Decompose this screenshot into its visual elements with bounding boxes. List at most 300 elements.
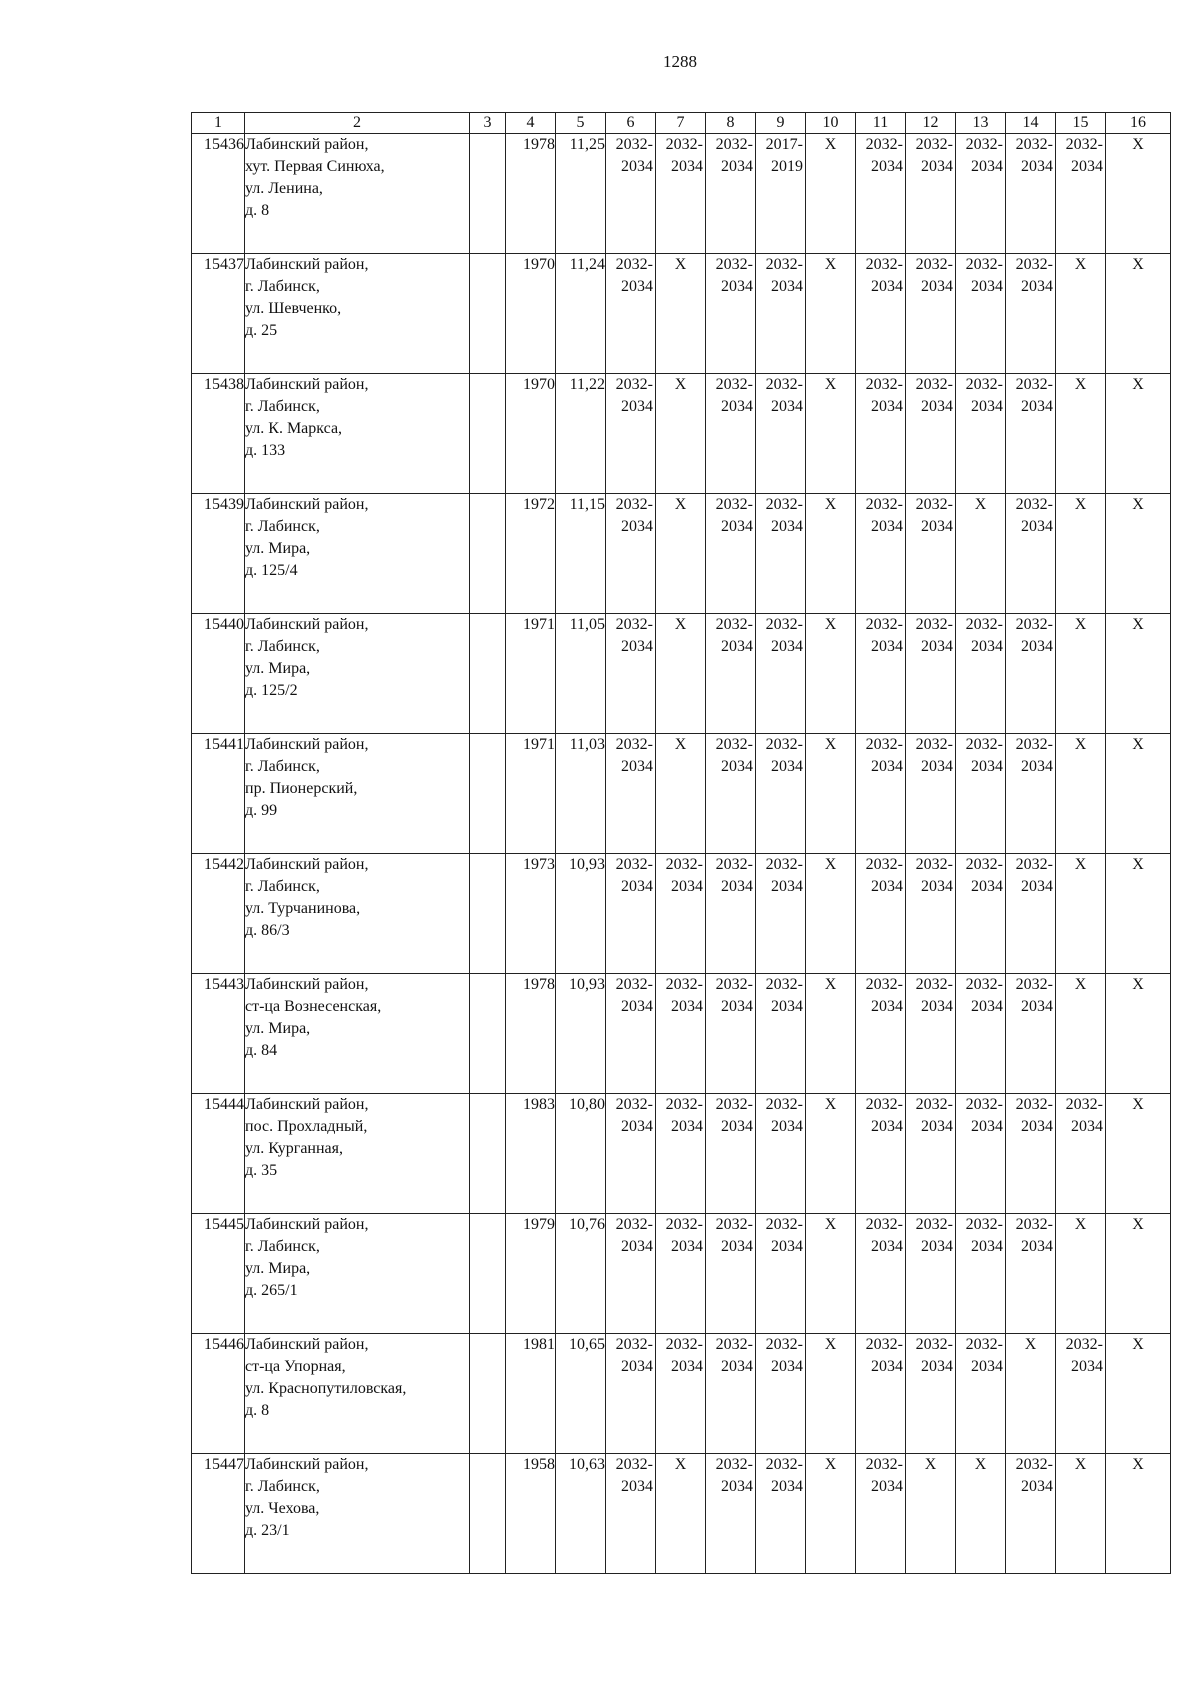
value-text: 2032- xyxy=(715,1216,753,1233)
value-cell xyxy=(606,734,656,854)
value-text: 2034 xyxy=(871,158,903,175)
value-text: 2032- xyxy=(1015,256,1053,273)
address-line: г. Лабинск, xyxy=(245,518,320,535)
value-text: 2032- xyxy=(665,1216,703,1233)
address-line: ст-ца Вознесенская, xyxy=(245,998,382,1015)
value-text: 2032- xyxy=(715,736,753,753)
value-text: Х xyxy=(924,1456,937,1473)
value-text: Х xyxy=(824,1336,837,1353)
value-text: 2034 xyxy=(671,878,703,895)
value-cell xyxy=(1106,614,1171,734)
value-text: 2034 xyxy=(771,1118,803,1135)
value-cell xyxy=(1056,254,1106,374)
value-cell xyxy=(656,1334,706,1454)
value-cell xyxy=(606,854,656,974)
value-text: 2034 xyxy=(921,638,953,655)
value-text: 2034 xyxy=(1021,1118,1053,1135)
value-cell xyxy=(706,974,756,1094)
value-text: 2034 xyxy=(871,758,903,775)
value-text: 2032- xyxy=(665,976,703,993)
table-row xyxy=(192,614,1171,734)
address-line: д. 25 xyxy=(245,322,278,339)
column-header: 16 xyxy=(1106,113,1171,134)
value-text: 2032- xyxy=(865,1336,903,1353)
value-text: 2032- xyxy=(915,376,953,393)
value-text: 2034 xyxy=(621,1238,653,1255)
value-cell xyxy=(656,494,706,614)
value-text: 2034 xyxy=(971,398,1003,415)
year-cell: 1958 xyxy=(506,1454,556,1574)
value-cell xyxy=(956,1214,1006,1334)
value-text: Х xyxy=(1074,496,1087,513)
value-text: 2032- xyxy=(965,616,1003,633)
value-text: 2034 xyxy=(971,278,1003,295)
value-text: 2034 xyxy=(1021,158,1053,175)
value-text: 2032- xyxy=(615,1456,653,1473)
value-text: 2032- xyxy=(665,856,703,873)
value-text: 2034 xyxy=(771,1238,803,1255)
value-text: 2032- xyxy=(765,616,803,633)
year-cell: 1983 xyxy=(506,1094,556,1214)
value-text: 2032- xyxy=(765,736,803,753)
value-cell xyxy=(1106,1454,1171,1574)
value-text: Х xyxy=(1074,856,1087,873)
value-text: 2034 xyxy=(721,1118,753,1135)
value-cell xyxy=(706,614,756,734)
value-text: 2032- xyxy=(615,976,653,993)
address-line: Лабинский район, xyxy=(245,136,369,153)
value-text: 2034 xyxy=(771,878,803,895)
value-text: 2034 xyxy=(921,158,953,175)
value-text: 2034 xyxy=(771,1478,803,1495)
value-text: Х xyxy=(1074,1456,1087,1473)
column-3-cell xyxy=(470,1334,506,1454)
value-cell xyxy=(1106,494,1171,614)
value-text: Х xyxy=(1074,376,1087,393)
value-cell xyxy=(806,854,856,974)
value-cell xyxy=(606,134,656,254)
address-line: Лабинский район, xyxy=(245,1216,369,1233)
value-cell xyxy=(706,254,756,374)
value-text: Х xyxy=(824,256,837,273)
column-header: 7 xyxy=(656,113,706,134)
value-text: 2034 xyxy=(721,1238,753,1255)
value-cell xyxy=(656,134,706,254)
value-text: 2032- xyxy=(915,616,953,633)
value-text: 2034 xyxy=(771,758,803,775)
value-text: Х xyxy=(1132,496,1144,513)
value-cell xyxy=(1106,1094,1171,1214)
value-cell xyxy=(1056,494,1106,614)
value-text: 2019 xyxy=(771,158,803,175)
address-cell xyxy=(245,734,470,854)
value-cell xyxy=(1056,1214,1106,1334)
value-text: 2032- xyxy=(765,376,803,393)
value-text: 2032- xyxy=(865,856,903,873)
value-cell xyxy=(1106,254,1171,374)
address-line: д. 86/3 xyxy=(245,922,290,939)
value-text: 2032- xyxy=(915,736,953,753)
value-text: 2032- xyxy=(1015,856,1053,873)
value-text: 2034 xyxy=(871,1238,903,1255)
value-text: 2032- xyxy=(615,376,653,393)
value-cell xyxy=(856,734,906,854)
value-text: 2032- xyxy=(715,136,753,153)
value-text: 2032- xyxy=(715,1456,753,1473)
row-number: 15441 xyxy=(192,734,245,854)
value-text: Х xyxy=(1132,136,1144,153)
row-number: 15439 xyxy=(192,494,245,614)
value-text: 2034 xyxy=(621,1358,653,1375)
column-3-cell xyxy=(470,1454,506,1574)
value-cell xyxy=(1056,614,1106,734)
value-cell xyxy=(956,1094,1006,1214)
value-text: 2032- xyxy=(965,376,1003,393)
value-text: Х xyxy=(824,1096,837,1113)
value-text: Х xyxy=(824,1456,837,1473)
value-text: 2034 xyxy=(721,1478,753,1495)
value-cell xyxy=(806,494,856,614)
value-cell xyxy=(1056,974,1106,1094)
value-text: 2032- xyxy=(1015,376,1053,393)
value-cell xyxy=(706,1454,756,1574)
row-number: 15437 xyxy=(192,254,245,374)
value-text: Х xyxy=(1074,1216,1087,1233)
address-line: Лабинский район, xyxy=(245,1336,369,1353)
table-row xyxy=(192,974,1171,1094)
year-cell: 1973 xyxy=(506,854,556,974)
value-text: 2034 xyxy=(771,398,803,415)
column-header: 1 xyxy=(192,113,245,134)
value-text: Х xyxy=(674,376,687,393)
value-text: 2032- xyxy=(865,376,903,393)
value-cell xyxy=(856,1334,906,1454)
value-text: Х xyxy=(1132,616,1144,633)
address-cell xyxy=(245,614,470,734)
address-cell xyxy=(245,134,470,254)
value-text: 2034 xyxy=(871,878,903,895)
value-text: 2032- xyxy=(865,496,903,513)
value-cell xyxy=(856,1094,906,1214)
address-cell xyxy=(245,854,470,974)
value-text: 2032- xyxy=(715,1336,753,1353)
row-number: 15443 xyxy=(192,974,245,1094)
value-text: Х xyxy=(1132,736,1144,753)
table-row xyxy=(192,1214,1171,1334)
value-cell xyxy=(656,1454,706,1574)
value-text: Х xyxy=(824,616,837,633)
value-text: Х xyxy=(674,256,687,273)
address-line: д. 35 xyxy=(245,1162,278,1179)
value-text: 2032- xyxy=(1015,1216,1053,1233)
value-text: Х xyxy=(674,616,687,633)
area-cell: 11,15 xyxy=(556,494,606,614)
value-text: 2032- xyxy=(1015,1456,1053,1473)
value-text: 2032- xyxy=(765,256,803,273)
value-text: 2034 xyxy=(871,638,903,655)
value-text: 2032- xyxy=(915,1096,953,1113)
value-text: 2034 xyxy=(771,998,803,1015)
value-cell xyxy=(756,1454,806,1574)
value-cell xyxy=(806,1094,856,1214)
value-text: 2034 xyxy=(921,1238,953,1255)
address-line: д. 99 xyxy=(245,802,278,819)
value-text: 2034 xyxy=(621,158,653,175)
address-line: пр. Пионерский, xyxy=(245,780,358,797)
value-text: 2032- xyxy=(765,1096,803,1113)
value-cell xyxy=(856,254,906,374)
area-cell: 11,24 xyxy=(556,254,606,374)
value-cell xyxy=(906,1454,956,1574)
address-line: г. Лабинск, xyxy=(245,1478,320,1495)
value-cell xyxy=(756,614,806,734)
value-cell xyxy=(806,1334,856,1454)
value-cell xyxy=(656,734,706,854)
value-text: 2034 xyxy=(871,1358,903,1375)
column-3-cell xyxy=(470,734,506,854)
value-text: 2032- xyxy=(615,496,653,513)
column-3-cell xyxy=(470,494,506,614)
value-text: Х xyxy=(1132,376,1144,393)
value-text: 2032- xyxy=(965,1216,1003,1233)
value-text: 2032- xyxy=(665,136,703,153)
address-line: г. Лабинск, xyxy=(245,278,320,295)
table-row xyxy=(192,1094,1171,1214)
value-cell xyxy=(606,614,656,734)
value-text: 2032- xyxy=(615,1216,653,1233)
value-text: 2034 xyxy=(621,638,653,655)
value-text: 2034 xyxy=(771,638,803,655)
area-cell: 11,05 xyxy=(556,614,606,734)
value-text: 2032- xyxy=(1015,496,1053,513)
year-cell: 1981 xyxy=(506,1334,556,1454)
value-text: 2034 xyxy=(921,398,953,415)
value-cell xyxy=(956,494,1006,614)
value-cell xyxy=(706,1094,756,1214)
value-text: 2034 xyxy=(921,1118,953,1135)
column-header: 5 xyxy=(556,113,606,134)
value-text: 2034 xyxy=(621,998,653,1015)
address-line: ул. Мира, xyxy=(245,660,311,677)
value-cell xyxy=(906,854,956,974)
value-text: Х xyxy=(1132,856,1144,873)
value-text: Х xyxy=(674,736,687,753)
area-cell: 10,63 xyxy=(556,1454,606,1574)
value-cell xyxy=(956,134,1006,254)
value-text: 2034 xyxy=(1021,758,1053,775)
value-cell xyxy=(656,854,706,974)
value-text: 2032- xyxy=(715,256,753,273)
year-cell: 1970 xyxy=(506,374,556,494)
value-text: 2032- xyxy=(765,856,803,873)
year-cell: 1978 xyxy=(506,974,556,1094)
value-text: 2034 xyxy=(971,638,1003,655)
value-cell xyxy=(806,134,856,254)
value-cell xyxy=(956,374,1006,494)
value-cell xyxy=(1006,854,1056,974)
address-line: ст-ца Упорная, xyxy=(245,1358,346,1375)
year-cell: 1971 xyxy=(506,614,556,734)
area-cell: 11,22 xyxy=(556,374,606,494)
value-text: 2032- xyxy=(615,136,653,153)
row-number: 15440 xyxy=(192,614,245,734)
area-cell: 10,93 xyxy=(556,854,606,974)
value-text: 2034 xyxy=(621,1118,653,1135)
value-cell xyxy=(1056,734,1106,854)
value-cell xyxy=(1006,1334,1056,1454)
value-text: Х xyxy=(1132,1096,1144,1113)
row-number: 15447 xyxy=(192,1454,245,1574)
value-text: 2034 xyxy=(971,998,1003,1015)
address-cell xyxy=(245,974,470,1094)
value-text: 2032- xyxy=(915,136,953,153)
value-text: 2032- xyxy=(715,496,753,513)
value-text: 2034 xyxy=(771,518,803,535)
column-header: 14 xyxy=(1006,113,1056,134)
year-cell: 1971 xyxy=(506,734,556,854)
column-3-cell xyxy=(470,974,506,1094)
value-text: 2032- xyxy=(965,856,1003,873)
value-cell xyxy=(906,374,956,494)
value-cell xyxy=(956,1454,1006,1574)
value-text: 2032- xyxy=(1015,976,1053,993)
value-text: Х xyxy=(1132,1216,1144,1233)
value-cell xyxy=(856,854,906,974)
value-text: Х xyxy=(824,976,837,993)
value-cell xyxy=(856,374,906,494)
value-text: 2034 xyxy=(621,878,653,895)
value-cell xyxy=(756,974,806,1094)
value-cell xyxy=(1006,974,1056,1094)
value-cell xyxy=(1006,734,1056,854)
value-text: 2034 xyxy=(971,1358,1003,1375)
value-text: 2032- xyxy=(865,616,903,633)
page-number: 1288 xyxy=(663,52,697,71)
address-line: ул. Мира, xyxy=(245,1020,311,1037)
value-cell xyxy=(1106,854,1171,974)
value-text: 2034 xyxy=(871,998,903,1015)
value-cell xyxy=(906,734,956,854)
value-cell xyxy=(1056,374,1106,494)
value-cell xyxy=(1006,494,1056,614)
value-text: 2034 xyxy=(721,398,753,415)
table-row xyxy=(192,254,1171,374)
area-cell: 10,76 xyxy=(556,1214,606,1334)
address-line: д. 84 xyxy=(245,1042,278,1059)
value-text: 2032- xyxy=(765,1216,803,1233)
area-cell: 11,25 xyxy=(556,134,606,254)
value-text: Х xyxy=(824,856,837,873)
value-cell xyxy=(1106,734,1171,854)
value-text: 2034 xyxy=(871,398,903,415)
address-line: Лабинский район, xyxy=(245,1456,369,1473)
value-text: 2034 xyxy=(1071,1358,1103,1375)
value-text: 2032- xyxy=(765,976,803,993)
value-text: 2032- xyxy=(915,1216,953,1233)
value-cell xyxy=(756,734,806,854)
value-text: 2034 xyxy=(921,878,953,895)
value-text: 2034 xyxy=(621,1478,653,1495)
value-text: 2034 xyxy=(771,278,803,295)
value-text: 2032- xyxy=(915,256,953,273)
value-text: 2034 xyxy=(1021,1238,1053,1255)
value-cell xyxy=(656,1094,706,1214)
value-text: 2032- xyxy=(715,856,753,873)
table-row xyxy=(192,734,1171,854)
value-text: 2032- xyxy=(865,136,903,153)
address-line: ул. Мира, xyxy=(245,540,311,557)
value-cell xyxy=(656,974,706,1094)
year-cell: 1978 xyxy=(506,134,556,254)
value-text: 2034 xyxy=(871,278,903,295)
table-row xyxy=(192,854,1171,974)
value-cell xyxy=(1006,374,1056,494)
value-text: 2032- xyxy=(1015,1096,1053,1113)
address-line: г. Лабинск, xyxy=(245,878,320,895)
value-cell xyxy=(806,1214,856,1334)
address-line: д. 125/2 xyxy=(245,682,298,699)
value-cell xyxy=(1056,1454,1106,1574)
value-cell xyxy=(906,974,956,1094)
address-line: Лабинский район, xyxy=(245,256,369,273)
value-text: 2032- xyxy=(965,1096,1003,1113)
value-cell xyxy=(1006,254,1056,374)
column-header: 3 xyxy=(470,113,506,134)
value-cell xyxy=(856,134,906,254)
value-text: 2032- xyxy=(915,496,953,513)
value-text: 2034 xyxy=(671,998,703,1015)
address-line: ул. Курганная, xyxy=(245,1140,343,1157)
value-cell xyxy=(906,614,956,734)
value-cell xyxy=(906,1334,956,1454)
value-cell xyxy=(906,1094,956,1214)
value-cell xyxy=(706,854,756,974)
address-line: д. 125/4 xyxy=(245,562,298,579)
column-header: 8 xyxy=(706,113,756,134)
column-header: 15 xyxy=(1056,113,1106,134)
value-text: 2034 xyxy=(621,758,653,775)
area-cell: 10,93 xyxy=(556,974,606,1094)
value-text: 2034 xyxy=(1071,1118,1103,1135)
address-line: Лабинский район, xyxy=(245,1096,369,1113)
address-line: Лабинский район, xyxy=(245,496,369,513)
value-text: Х xyxy=(1132,256,1144,273)
value-text: 2032- xyxy=(915,1336,953,1353)
value-cell xyxy=(1106,1214,1171,1334)
value-text: Х xyxy=(1132,1456,1144,1473)
value-text: Х xyxy=(1074,736,1087,753)
address-line: ул. Ленина, xyxy=(245,180,323,197)
table-row xyxy=(192,1334,1171,1454)
value-text: 2034 xyxy=(1021,998,1053,1015)
value-cell xyxy=(606,374,656,494)
value-cell xyxy=(956,614,1006,734)
year-cell: 1979 xyxy=(506,1214,556,1334)
value-text: 2032- xyxy=(965,1336,1003,1353)
value-text: 2034 xyxy=(1021,1478,1053,1495)
value-cell xyxy=(806,1454,856,1574)
value-text: 2032- xyxy=(615,1096,653,1113)
value-cell xyxy=(1006,614,1056,734)
value-text: Х xyxy=(824,376,837,393)
value-cell xyxy=(606,974,656,1094)
value-cell xyxy=(606,1334,656,1454)
address-line: Лабинский район, xyxy=(245,856,369,873)
column-3-cell xyxy=(470,1214,506,1334)
area-cell: 10,65 xyxy=(556,1334,606,1454)
column-header: 9 xyxy=(756,113,806,134)
value-text: 2034 xyxy=(921,518,953,535)
